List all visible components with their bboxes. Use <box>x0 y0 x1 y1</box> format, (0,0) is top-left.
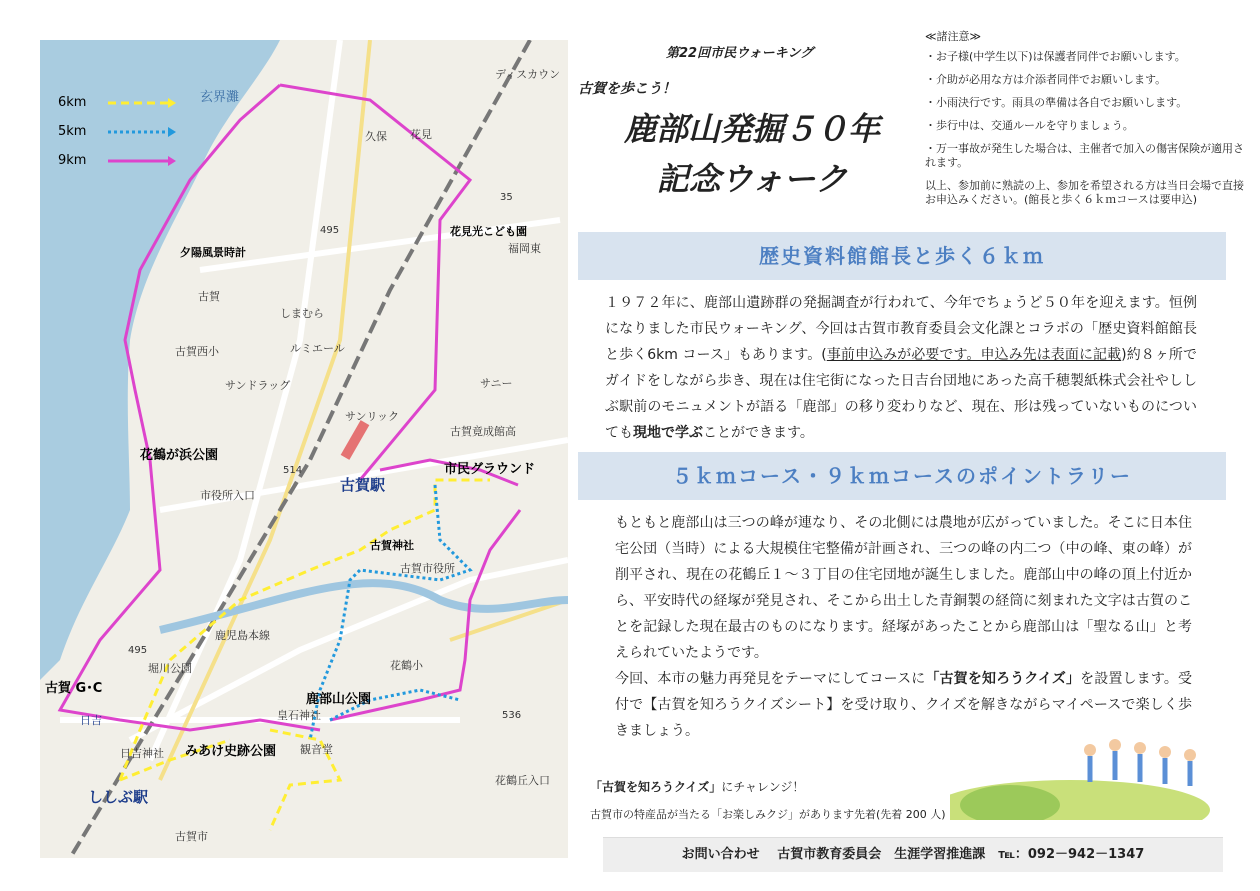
label-shishibu-eki: ししぶ駅 <box>88 788 149 806</box>
label-koga-jinja: 古賀神社 <box>370 539 414 552</box>
label-disukaun: ディスカウン <box>495 68 561 81</box>
event-number: 第22回市民ウォーキング <box>666 46 814 61</box>
section2-text-3: を設置します。受付で【古賀を知ろうクイズシート】を受け取り、クイズを解きながらマイペースで楽しく歩きましょう。 <box>615 671 1192 739</box>
notes-box <box>925 30 1245 207</box>
note-item: ・介助が必用な方は介添者同伴でお願いします。 <box>925 73 1167 86</box>
note-item: ・小雨決行です。雨具の準備は各自でお願いします。 <box>925 96 1188 109</box>
section1-text-1: １９７２年に、鹿部山遺跡群の発掘調査が行われて、今年でちょうど５０年を迎えます。恒例になりました市民ウォーキング、今回は古賀市教育委員会文化課とコラボの「歴史資料館館長と歩く6km コース」もあります。( <box>605 295 1197 363</box>
label-r536: 536 <box>502 710 522 721</box>
label-yuhi: 夕陽風景時計 <box>180 246 246 259</box>
label-hiyoshi: 日吉 <box>80 714 102 727</box>
title-line-1: 鹿部山発掘５０年 <box>623 110 880 148</box>
label-sunny: サニー <box>480 377 513 390</box>
label-koga-nishi: 古賀西小 <box>175 345 219 358</box>
section1-body <box>605 290 1197 446</box>
label-koga1: 古賀 <box>198 290 220 303</box>
legend-9km: 9km <box>58 153 87 168</box>
route-map <box>40 40 568 858</box>
label-koga-shi: 古賀市 <box>175 830 208 843</box>
label-sea: 玄界灘 <box>200 90 240 105</box>
contact-footer: お問い合わせ 古賀市教育委員会 生涯学習推進課 ℡：092－942－1347 <box>603 837 1223 872</box>
section1-text-3: ことができます。 <box>703 425 814 441</box>
section2-text-2: 今回、本市の魅力再発見をテーマにしてコースに <box>615 671 926 687</box>
route-6km <box>120 480 490 830</box>
legend-6km: 6km <box>58 95 87 110</box>
label-koseki: 皇石神社 <box>277 709 321 722</box>
section1-underlined: 事前申込みが必要です。申込み先は表面に記載 <box>826 347 1122 363</box>
section1-title: 歴史資料館館長と歩く６ｋｍ <box>578 232 1226 280</box>
label-r495-south: 495 <box>128 645 148 656</box>
quiz-heading <box>590 778 804 795</box>
page-title <box>612 104 892 204</box>
legend-5km: 5km <box>58 124 87 139</box>
label-kakakugaoka: 花鶴丘入口 <box>495 774 550 787</box>
label-kakaku-sho: 花鶴小 <box>390 659 423 672</box>
label-sunrick: サンリック <box>345 410 400 423</box>
label-kakegata: 花鶴が浜公園 <box>140 448 219 463</box>
walkers-illustration <box>950 720 1225 820</box>
note-item: ・お子様(中学生以下)は保護者同伴でお願いします。 <box>925 50 1186 63</box>
title-line-2: 記念ウォーク <box>656 160 848 198</box>
quiz-suffix: にチャレンジ！ <box>721 780 805 794</box>
notes-heading: ≪諸注意≫ <box>925 30 982 43</box>
note-item: ・歩行中は、交通ルールを守りましょう。 <box>925 119 1134 132</box>
label-rumieru: ルミエール <box>290 342 345 355</box>
label-hanami-kodomo: 花見光こども園 <box>450 225 527 238</box>
section1-text-2: )約８ヶ所でガイドをしながら歩き、現在は住宅街になった日吉台団地にあった高千穂製紙株式会社やししぶ駅前のモニュメントが語る「鹿部」の移り変わりなど、現在、形は残っていないものについても <box>605 347 1197 441</box>
label-r35: 35 <box>500 192 513 203</box>
label-shimin-ground: 市民グラウンド <box>444 462 536 477</box>
label-koga-gc: 古賀 G･C <box>45 681 103 696</box>
label-r495-north: 495 <box>320 225 340 236</box>
label-sundrug: サンドラッグ <box>225 379 291 392</box>
label-kagoshima: 鹿児島本線 <box>215 629 270 642</box>
label-shimamura: しまむら <box>280 307 324 320</box>
label-fukuoka-higashi: 福岡東 <box>508 242 541 255</box>
section1-bold: 現地で学ぶ <box>633 425 703 441</box>
quiz-title: 「古賀を知ろうクイズ」 <box>590 780 722 794</box>
note-item: ・万一事故が発生した場合は、主催者で加入の傷害保険が適用されます。 <box>925 142 1244 169</box>
section2-bold: 「古賀を知ろうクイズ」 <box>925 671 1081 687</box>
label-koga-seiko: 古賀竟成館高 <box>450 425 516 438</box>
label-kubo: 久保 <box>365 130 387 143</box>
section2-body <box>615 510 1192 744</box>
label-shiyakusho-iriguchi: 市役所入口 <box>200 489 255 502</box>
notes-closing: 以上、参加前に熟読の上、参加を希望される方は当日会場で直接お申込みください。(館長と歩く６ｋｍコースは要申込) <box>925 179 1244 206</box>
section2-title: ５ｋｍコース・９ｋｍコースのポイントラリー <box>578 452 1226 500</box>
tagline: 古賀を歩こう！ <box>578 81 676 97</box>
label-hanami: 花見 <box>410 128 432 141</box>
section2-text-1: もともと鹿部山は三つの峰が連なり、その北側には農地が広がっていました。そこに日本住宅公団（当時）による大規模住宅整備が計画され、三つの峰の内二つ（中の峰、東の峰）が削平され、現在の花鶴丘１～３丁目の住宅団地が誕生しました。鹿部山中の峰の頂上付近から、平安時代の経塚が発見され、そこから出土した青銅製の経筒に刻まれた文字は古賀のことを記録した現在最古のものになります。経塚があったことから鹿部山は「聖なる山」と考えられていたようです。 <box>615 515 1192 661</box>
label-kannondo: 観音堂 <box>300 743 333 756</box>
label-hiyoshi-jinja: 日吉神社 <box>120 747 164 760</box>
label-shishibu-park: 鹿部山公園 <box>306 692 372 707</box>
quiz-prize: 古賀市の特産品が当たる「お楽しみクジ」があります先着(先着 200 人) <box>590 808 946 821</box>
station-marker <box>341 420 370 460</box>
label-koga-shiyakusho: 古賀市役所 <box>400 562 455 575</box>
label-r514: 514 <box>283 465 303 476</box>
label-koga-station: 古賀駅 <box>340 476 386 494</box>
label-horikawa: 堀川公園 <box>148 662 192 675</box>
label-miake: みあけ史跡公園 <box>185 744 277 759</box>
